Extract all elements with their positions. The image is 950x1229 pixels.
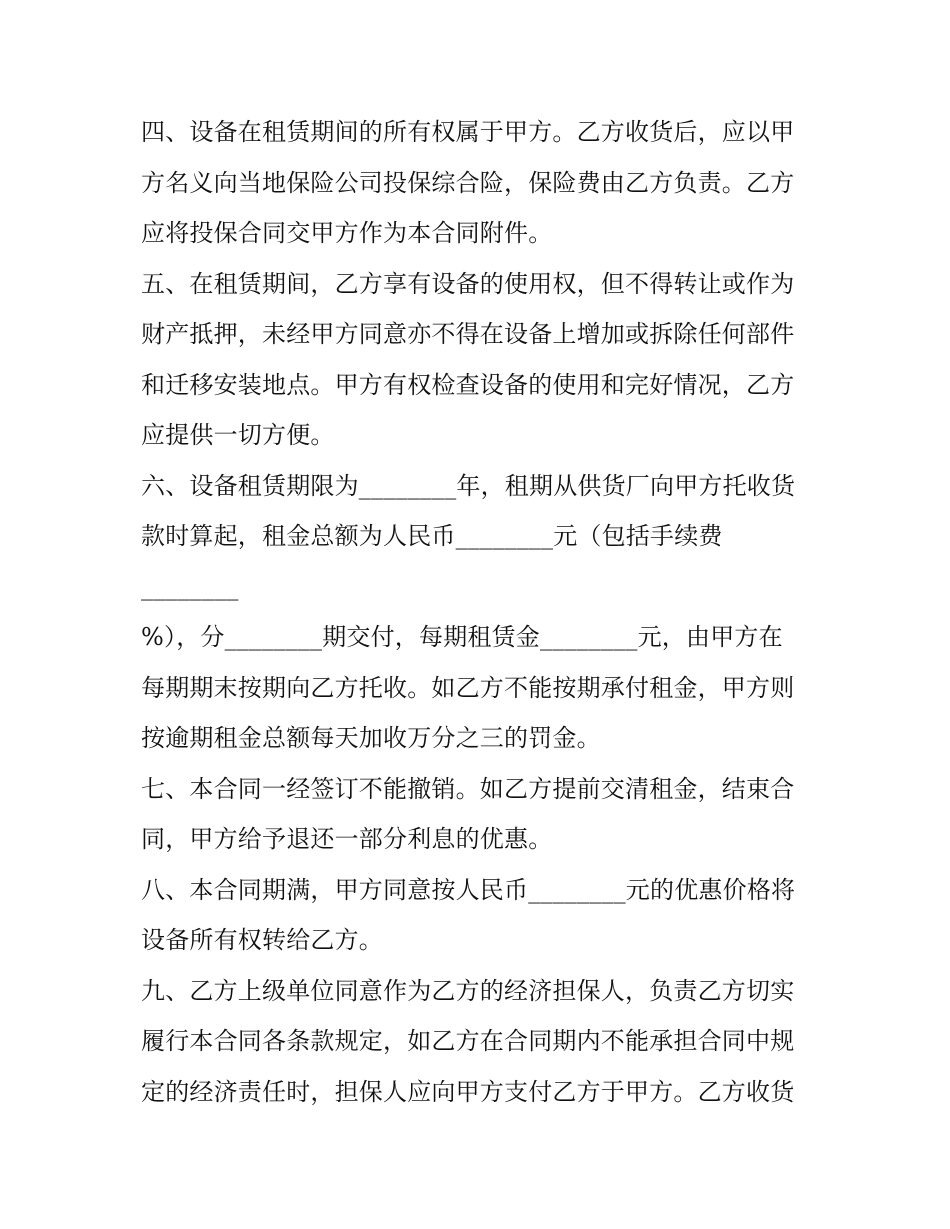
text-line: 定的经济责任时，担保人应向甲方支付乙方于甲方。乙方收货 xyxy=(141,1077,795,1106)
text-line: 六、设备租赁期限为________年，租期从供货厂向甲方托收货 xyxy=(141,471,796,500)
text-line: ________ xyxy=(141,572,239,601)
text-line: 方名义向当地保险公司投保综合险，保险费由乙方负责。乙方 xyxy=(141,168,795,197)
text-line: %），分________期交付，每期租赁金________元，由甲方在 xyxy=(141,623,783,651)
text-line: 款时算起，租金总额为人民币________元（包括手续费 xyxy=(141,522,723,550)
text-line: 九、乙方上级单位同意作为乙方的经济担保人，负责乙方切实 xyxy=(141,976,795,1005)
text-line: 四、设备在租赁期间的所有权属于甲方。乙方收货后，应以甲 xyxy=(141,118,795,146)
text-line: 履行本合同各条款规定，如乙方在合同期内不能承担合同中规 xyxy=(141,1027,795,1055)
text-line: 按逾期租金总额每天加收万分之三的罚金。 xyxy=(141,724,601,752)
text-line: 设备所有权转给乙方。 xyxy=(141,926,383,954)
text-line: 每期期末按期向乙方托收。如乙方不能按期承付租金，甲方则 xyxy=(141,673,795,702)
text-line: 八、本合同期满，甲方同意按人民币________元的优惠价格将 xyxy=(141,875,796,904)
text-line: 应将投保合同交甲方作为本合同附件。 xyxy=(141,219,553,247)
contract-text xyxy=(141,107,841,1117)
text-line: 七、本合同一经签订不能撤销。如乙方提前交清租金，结束合 xyxy=(141,774,795,803)
text-line: 应提供一切方便。 xyxy=(141,421,335,449)
text-line: 同，甲方给予退还一部分利息的优惠。 xyxy=(141,825,553,853)
text-line: 五、在租赁期间，乙方享有设备的使用权，但不得转让或作为 xyxy=(141,269,795,298)
text-line: 和迁移安装地点。甲方有权检查设备的使用和完好情况，乙方 xyxy=(141,370,795,399)
text-line: 财产抵押，未经甲方同意亦不得在设备上增加或拆除任何部件 xyxy=(141,320,795,348)
